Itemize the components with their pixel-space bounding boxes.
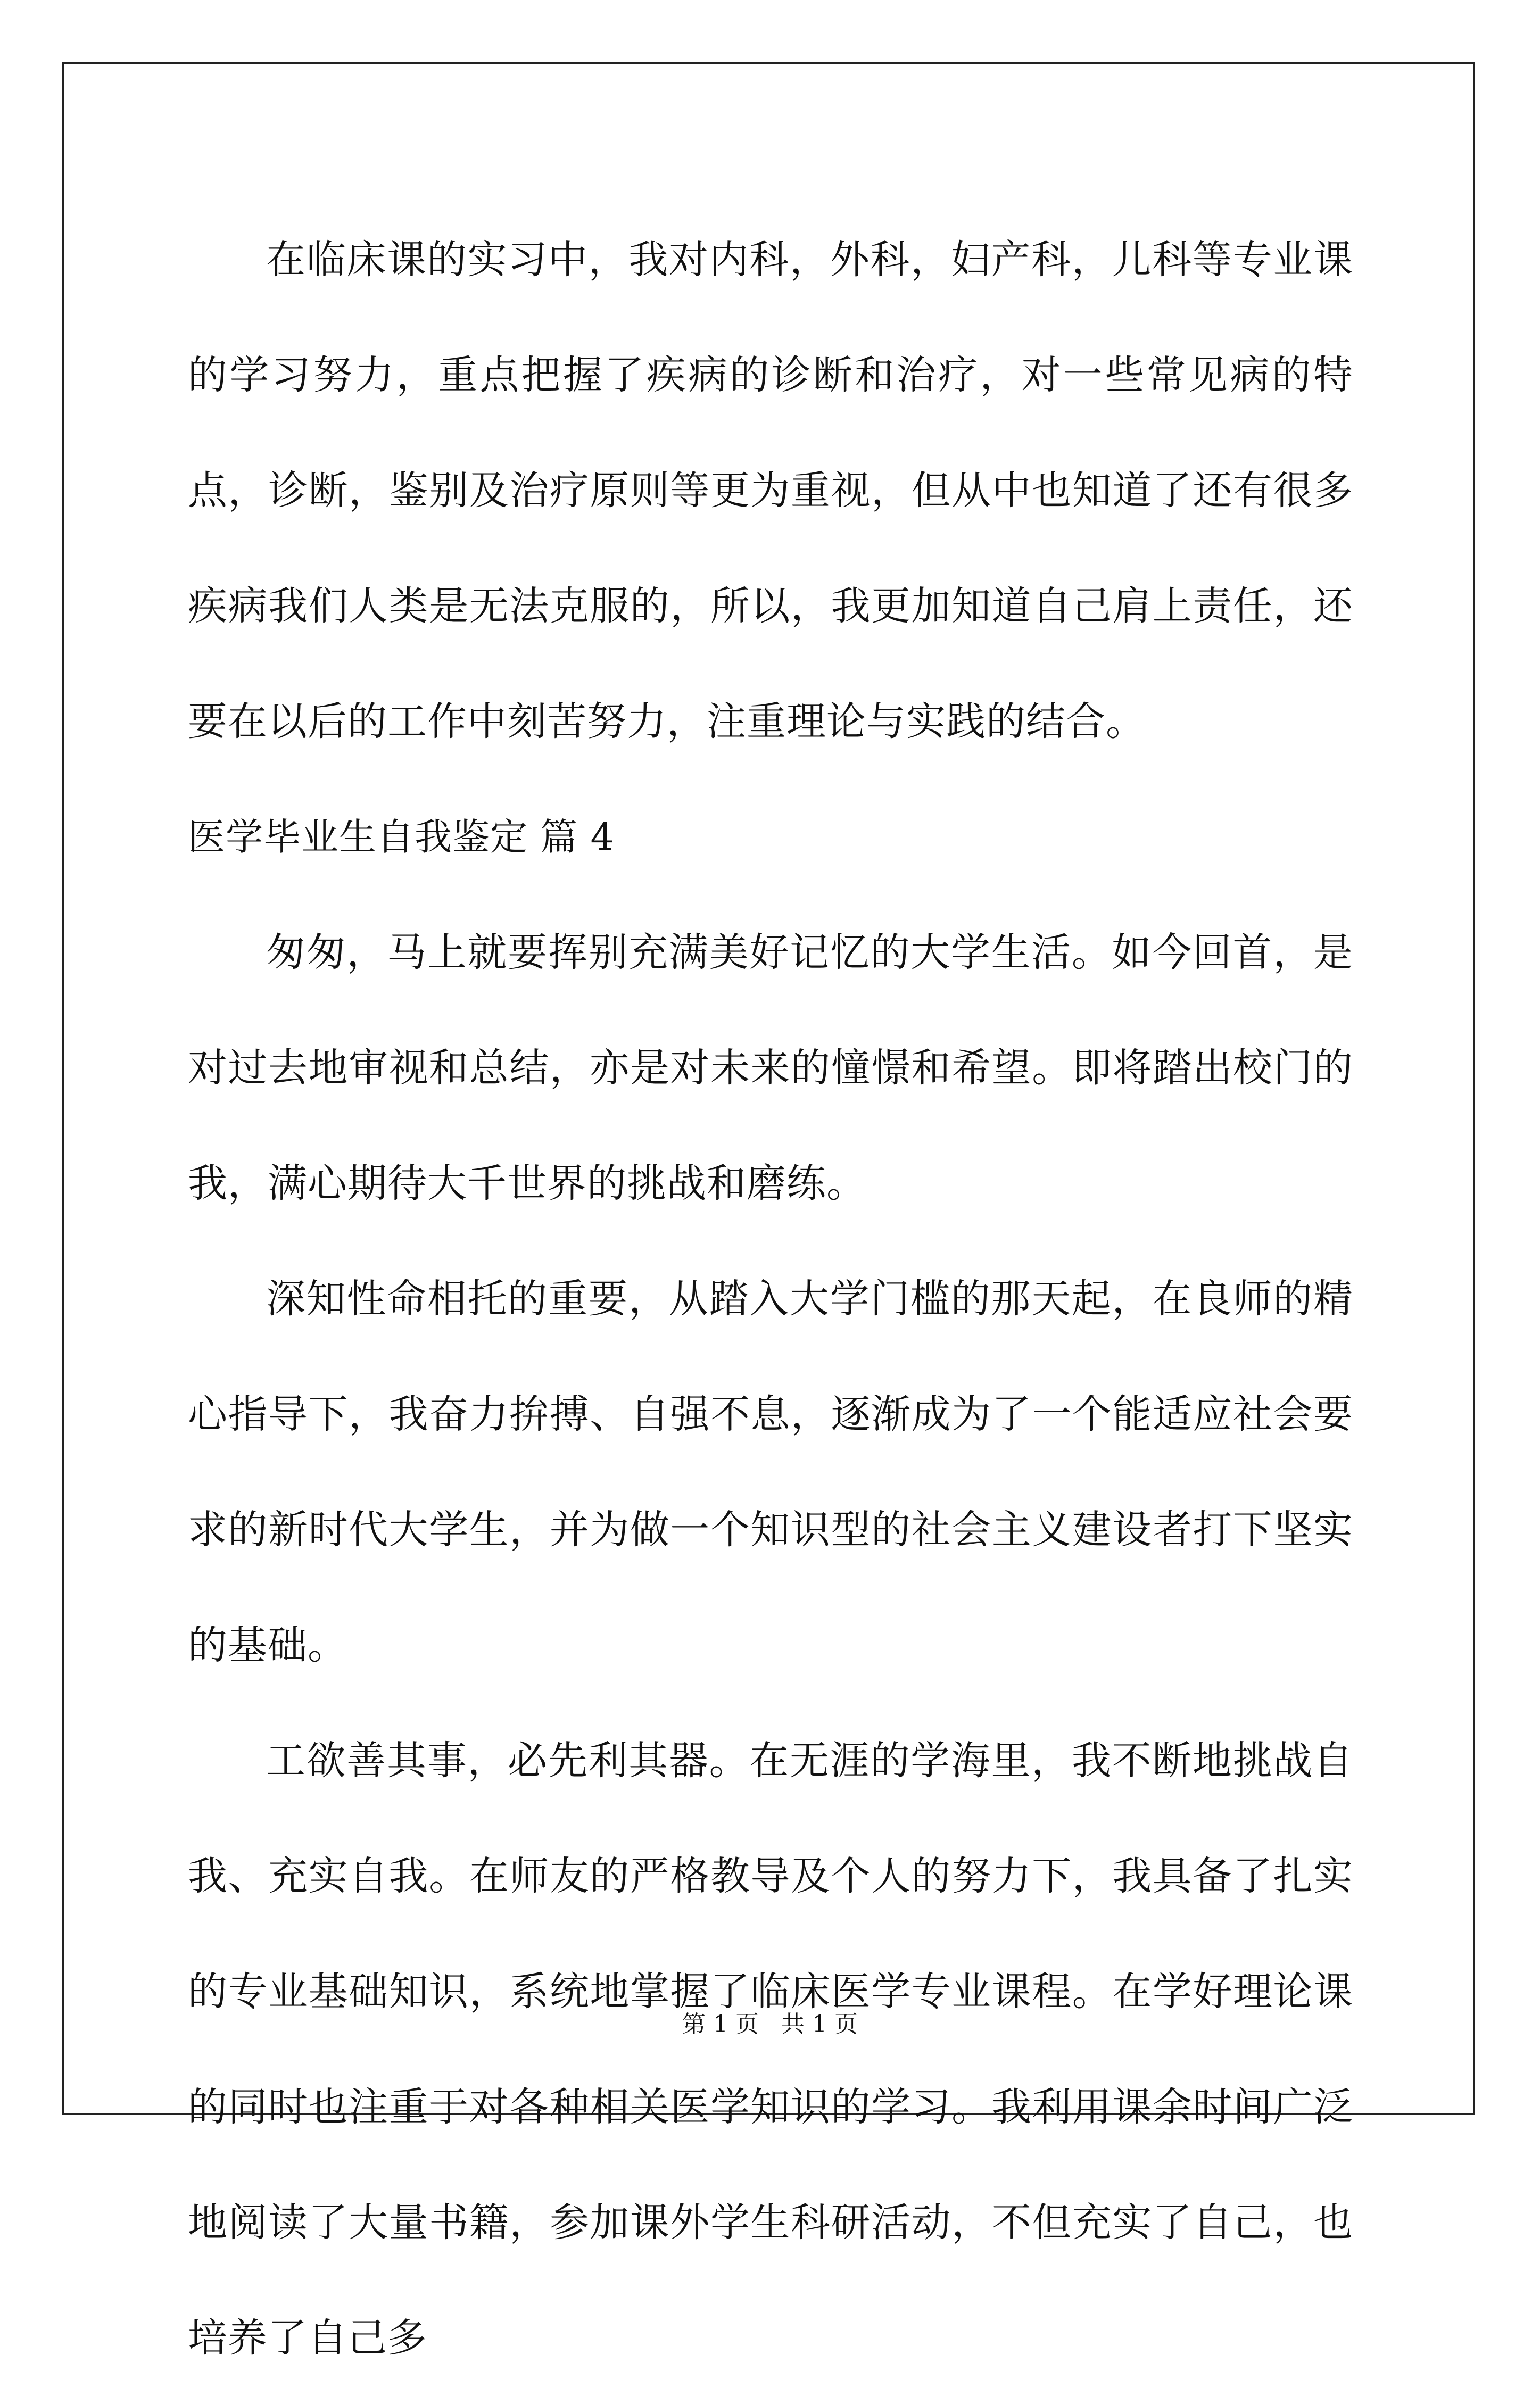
paragraph-farewell: 匆匆，马上就要挥别充满美好记忆的大学生活。如今回首，是对过去地审视和总结，亦是对未来的憧憬和希望。即将踏出校门的我，满心期待大千世界的挑战和磨练。 (188, 930, 1353, 1206)
page-total: 共 1 页 (781, 2011, 858, 2038)
paragraph-responsibility: 深知性命相托的重要，从踏入大学门槛的那天起，在良师的精心指导下，我奋力拚搏、自强不息，逐渐成为了一个能适应社会要求的新时代大学生，并为做一个知识型的社会主义建设者打下坚实的基础。 (188, 1276, 1353, 1668)
page-number: 第 1 页 (682, 2011, 759, 2038)
page-footer (0, 2009, 1540, 2041)
paragraph-clinical-internship: 在临床课的实习中，我对内科，外科，妇产科，儿科等专业课的学习努力，重点把握了疾病的诊断和治疗，对一些常见病的特点，诊断，鉴别及治疗原则等更为重视，但从中也知道了还有很多疾病我们人类是无法克服的，所以，我更加知道自己肩上责任，还要在以后的工作中刻苦努力，注重理论与实践的结合。 (188, 237, 1353, 744)
section-heading: 医学毕业生自我鉴定 篇 4 (188, 815, 615, 859)
paragraph-study: 工欲善其事，必先利其器。在无涯的学海里，我不断地挑战自我、充实自我。在师友的严格教导及个人的努力下，我具备了扎实的专业基础知识，系统地掌握了临床医学专业课程。在学好理论课的同时也注重于对各种相关医学知识的学习。我利用课余时间广泛地阅读了大量书籍，参加课外学生科研活动，不但充实了自己，也培养了自己多 (188, 1738, 1353, 2361)
document-body (188, 202, 1353, 2396)
